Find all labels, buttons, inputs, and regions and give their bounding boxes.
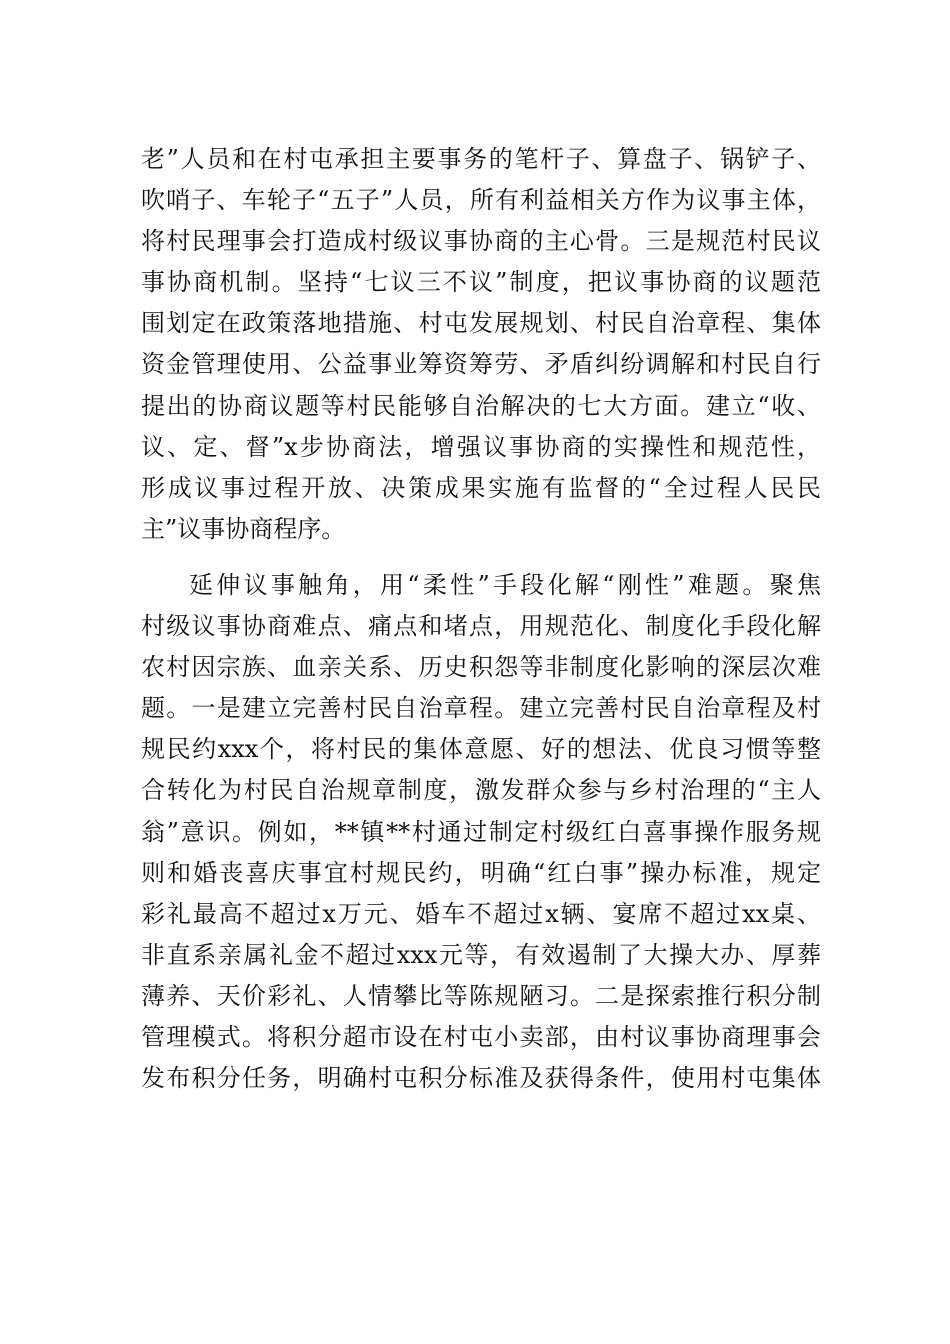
text-line: 则和婚丧喜庆事宜村规民约，明确“红白事”操办标准，规定 xyxy=(141,858,821,887)
text-line: 规民约xxx个，将村民的集体意愿、好的想法、优良习惯等整 xyxy=(141,735,821,764)
text-line: 形成议事过程开放、决策成果实施有监督的“全过程人民民 xyxy=(141,473,821,502)
body-text xyxy=(141,139,821,1099)
text-line: 将村民理事会打造成村级议事协商的主心骨。三是规范村民议 xyxy=(141,227,821,256)
text-line: 合转化为村民自治规章制度，激发群众参与乡村治理的“主人 xyxy=(141,776,821,805)
text-line: 薄养、天价彩礼、人情攀比等陈规陋习。二是探索推行积分制 xyxy=(141,981,821,1010)
text-line: 吹哨子、车轮子“五子”人员，所有利益相关方作为议事主体， xyxy=(141,186,821,215)
text-line: 延伸议事触角，用“柔性”手段化解“刚性”难题。聚焦 xyxy=(189,570,821,599)
paragraph-1 xyxy=(141,139,821,550)
text-line: 围划定在政策落地措施、村屯发展规划、村民自治章程、集体 xyxy=(141,309,821,338)
text-line: 提出的协商议题等村民能够自治解决的七大方面。建立“收、 xyxy=(141,391,821,420)
text-line: 农村因宗族、血亲关系、历史积怨等非制度化影响的深层次难 xyxy=(141,653,821,682)
text-line: 非直系亲属礼金不超过xxx元等，有效遏制了大操大办、厚葬 xyxy=(141,940,821,969)
text-line: 老”人员和在村屯承担主要事务的笔杆子、算盘子、锅铲子、 xyxy=(141,145,821,173)
text-line: 发布积分任务，明确村屯积分标准及获得条件，使用村屯集体 xyxy=(141,1064,821,1093)
text-line: 彩礼最高不超过x万元、婚车不超过x辆、宴席不超过xx桌、 xyxy=(141,899,821,928)
text-line: 管理模式。将积分超市设在村屯小卖部，由村议事协商理事会 xyxy=(141,1022,821,1051)
text-line: 事协商机制。坚持“七议三不议”制度，把议事协商的议题范 xyxy=(141,268,821,297)
text-line: 主”议事协商程序。 xyxy=(141,514,346,543)
text-line: 翁”意识。例如，**镇**村通过制定村级红白喜事操作服务规 xyxy=(141,817,821,846)
text-line: 议、定、督”x步协商法，增强议事协商的实操性和规范性， xyxy=(141,432,821,461)
paragraph-2 xyxy=(141,565,821,1099)
text-line: 题。一是建立完善村民自治章程。建立完善村民自治章程及村 xyxy=(141,694,821,723)
text-line: 村级议事协商难点、痛点和堵点，用规范化、制度化手段化解 xyxy=(141,612,821,641)
text-line: 资金管理使用、公益事业筹资筹劳、矛盾纠纷调解和村民自行 xyxy=(141,350,821,379)
